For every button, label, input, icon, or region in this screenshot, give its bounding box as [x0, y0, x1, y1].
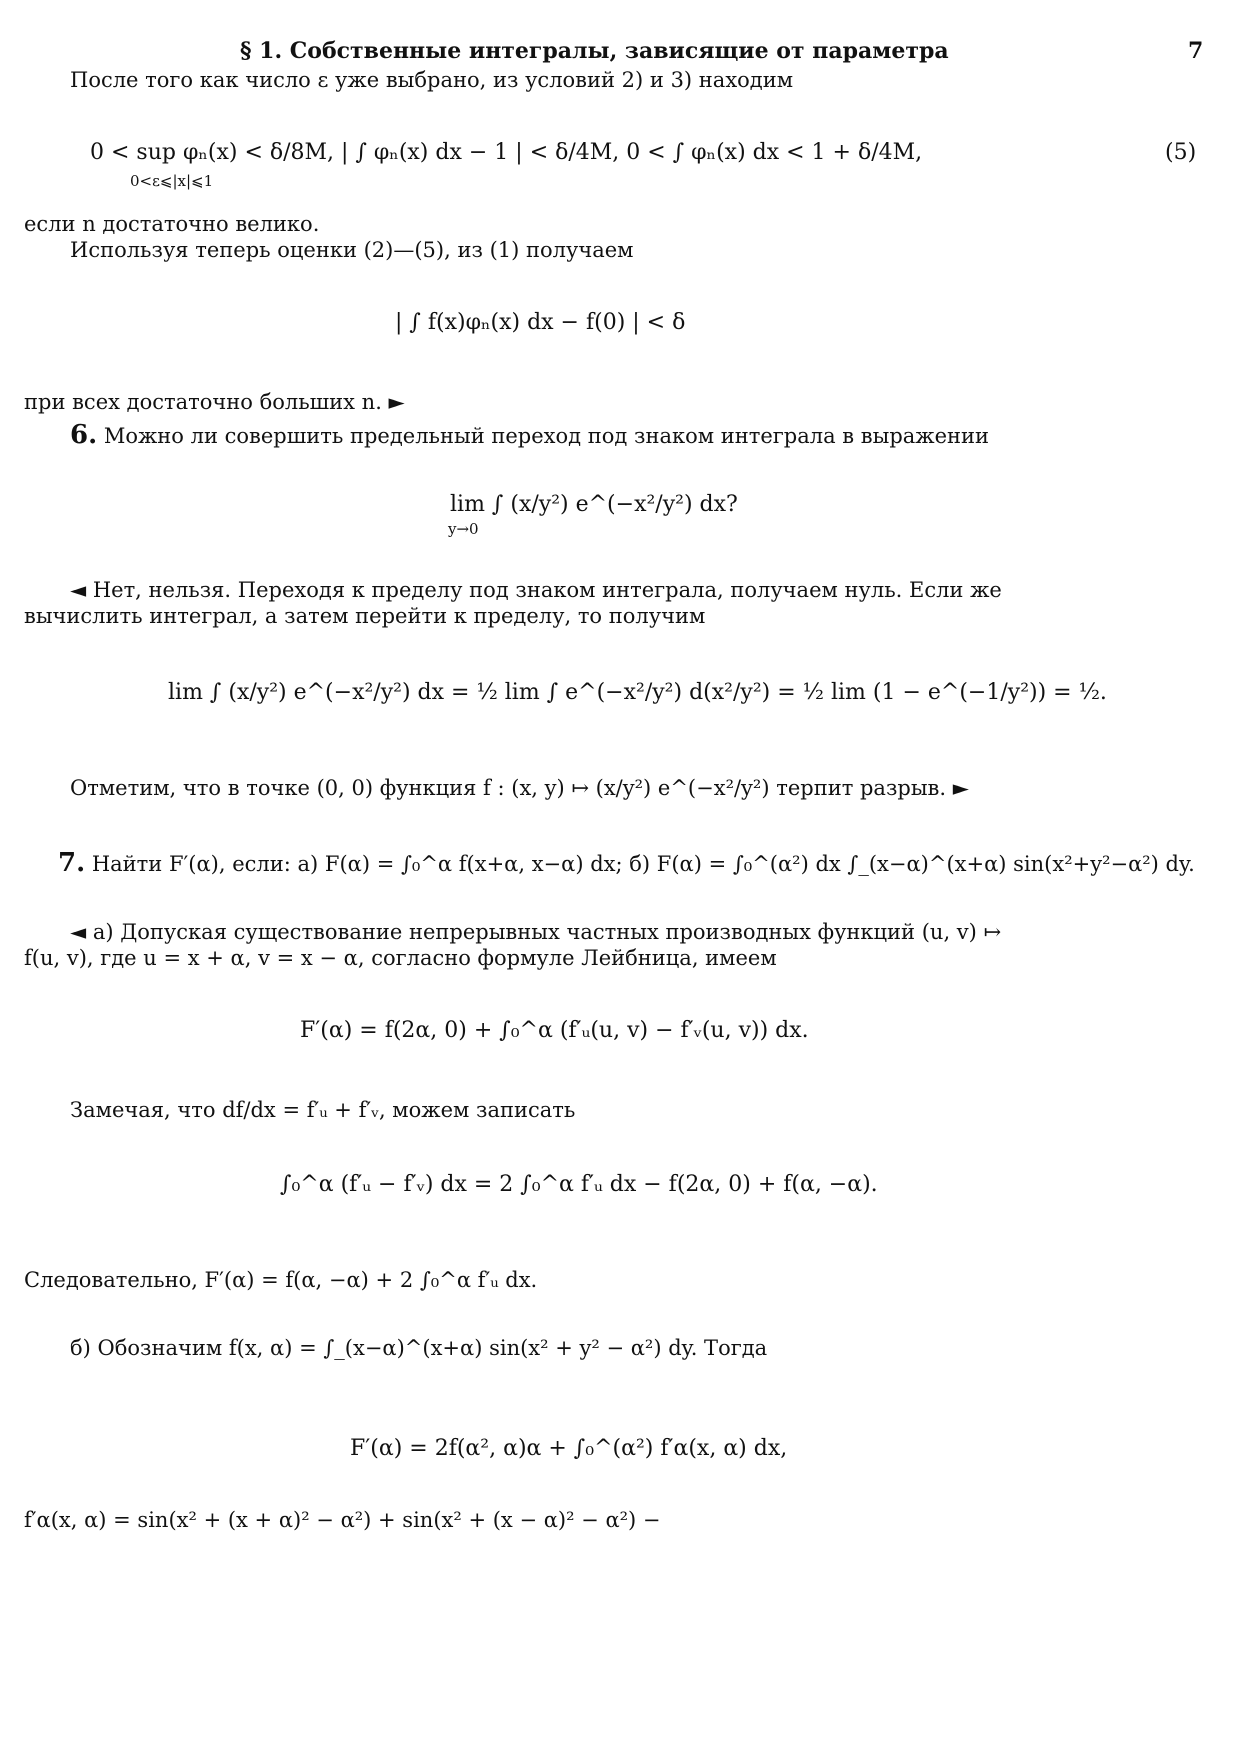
solution-line: вычислить интеграл, а затем перейти к пределу, то получим — [24, 604, 706, 628]
problem-number: 6. — [70, 420, 98, 450]
solution-line: ◄ Нет, нельзя. Переходя к пределу под знаком интеграла, получаем нуль. Если же — [70, 578, 1002, 602]
text-line: б) Обозначим f(x, α) = ∫_(x−α)^(x+α) sin(x² + y² − α²) dy. Тогда — [70, 1336, 768, 1360]
problem-statement: Можно ли совершить предельный переход под знаком интеграла в выражении — [103, 424, 990, 448]
equation-estimate: | ∫ f(x)φₙ(x) dx − f(0) | < δ — [395, 310, 686, 335]
equation-5: 0 < sup φₙ(x) < δ/8M, | ∫ φₙ(x) dx − 1 | < δ/4M, 0 < ∫ φₙ(x) dx < 1 + δ/4M, — [90, 140, 923, 165]
solution-line: f(u, v), где u = x + α, v = x − α, согласно формуле Лейбница, имеем — [24, 946, 777, 970]
text-line: Замечая, что df/dx = f′ᵤ + f′ᵥ, можем записать — [70, 1098, 576, 1122]
equation-6: lim ∫ (x/y²) e^(−x²/y²) dx? — [450, 492, 738, 517]
section-title: § 1. Собственные интегралы, зависящие от параметра — [240, 38, 949, 64]
problem-statement: Найти F′(α), если: а) F(α) = ∫₀^α f(x+α, x−α) dx; б) F(α) = ∫₀^(α²) dx ∫_(x−α)^(x+α) sin(x²+y²−α²) dy. — [91, 852, 1195, 876]
text-line: Используя теперь оценки (2)—(5), из (1) получаем — [70, 238, 634, 262]
page-number: 7 — [1188, 38, 1204, 64]
text-line: если n достаточно велико. — [24, 212, 320, 236]
equation-7a: F′(α) = f(2α, 0) + ∫₀^α (f′ᵤ(u, v) − f′ᵥ(u, v)) dx. — [300, 1018, 809, 1043]
solution-line: ◄ а) Допуская существование непрерывных частных производных функций (u, v) ↦ — [70, 920, 1002, 944]
text-line: Следовательно, F′(α) = f(α, −α) + 2 ∫₀^α f′ᵤ dx. — [24, 1268, 538, 1292]
text-line: при всех достаточно больших n. ► — [24, 390, 405, 414]
problem-number: 7. — [58, 848, 86, 878]
text-line: После того как число ε уже выбрано, из условий 2) и 3) находим — [70, 68, 794, 92]
equation-6-subscript: y→0 — [448, 520, 479, 538]
equation-6b: lim ∫ (x/y²) e^(−x²/y²) dx = ½ lim ∫ e^(−x²/y²) d(x²/y²) = ½ lim (1 − e^(−1/y²)) = ½. — [168, 680, 1107, 705]
equation-7b: ∫₀^α (f′ᵤ − f′ᵥ) dx = 2 ∫₀^α f′ᵤ dx − f(2α, 0) + f(α, −α). — [280, 1172, 878, 1197]
text-line: f′α(x, α) = sin(x² + (x + α)² − α²) + sin(x² + (x − α)² − α²) − — [24, 1508, 661, 1532]
equation-7c: F′(α) = 2f(α², α)α + ∫₀^(α²) f′α(x, α) dx, — [350, 1436, 788, 1461]
text-line: Отметим, что в точке (0, 0) функция f : (x, y) ↦ (x/y²) e^(−x²/y²) терпит разрыв. ► — [70, 776, 969, 800]
equation-5-subscript: 0<ε⩽|x|⩽1 — [130, 172, 214, 190]
equation-tag: (5) — [1165, 140, 1197, 165]
